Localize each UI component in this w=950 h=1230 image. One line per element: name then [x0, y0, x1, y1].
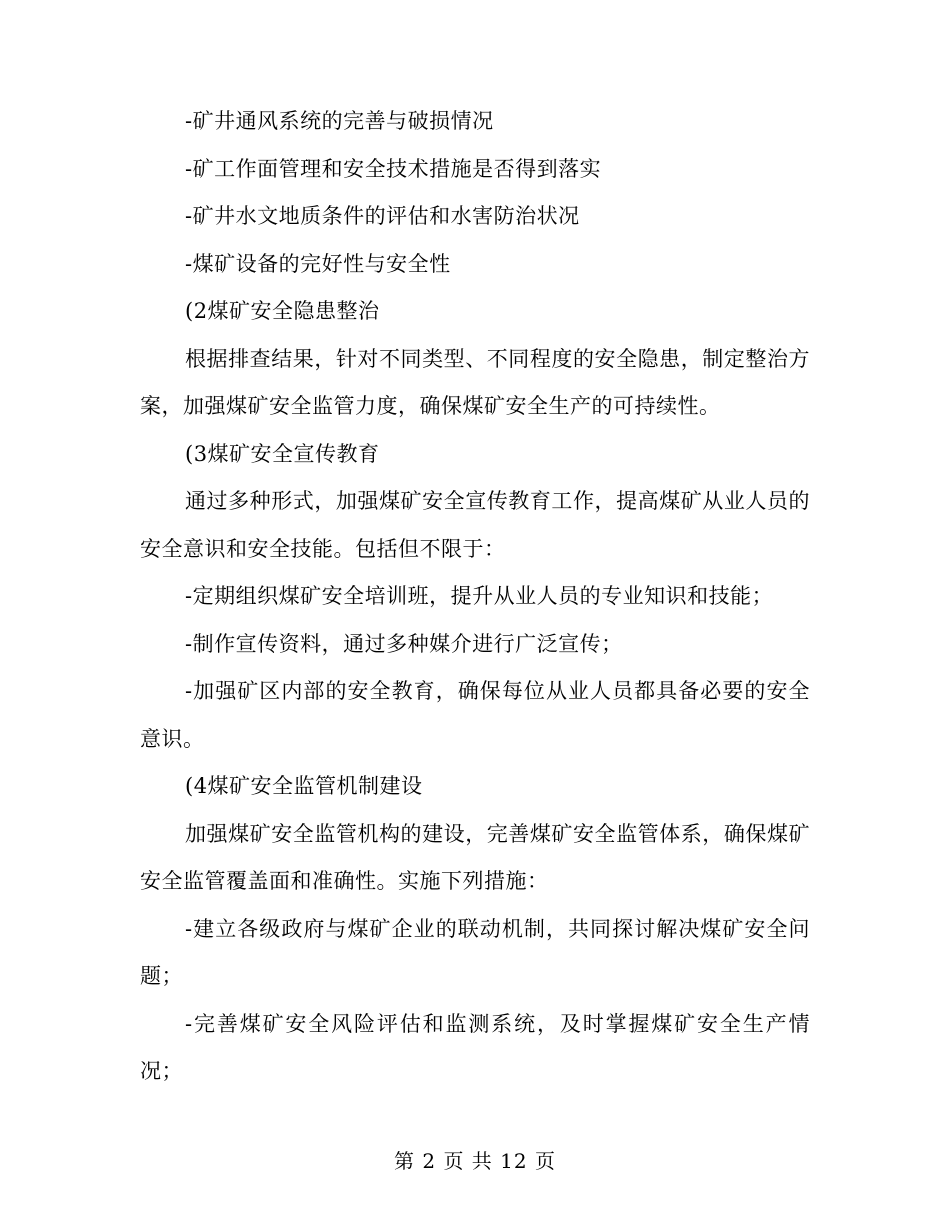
document-body	[140, 98, 810, 1096]
paragraph: -加强矿区内部的安全教育，确保每位从业人员都具备必要的安全意识。	[140, 679, 810, 751]
paragraph: -矿井通风系统的完善与破损情况	[185, 109, 494, 133]
paragraph: 根据排查结果，针对不同类型、不同程度的安全隐患，制定整治方案，加强煤矿安全监管力度，确保煤矿安全生产的可持续性。	[140, 346, 810, 418]
section-heading: (3煤矿安全宣传教育	[185, 441, 380, 466]
section-heading: (4煤矿安全监管机制建设	[185, 774, 423, 798]
section-heading: (2煤矿安全隐患整治	[185, 299, 380, 323]
paragraph: 加强煤矿安全监管机构的建设，完善煤矿安全监管体系，确保煤矿安全监管覆盖面和准确性。实施下列措施：	[140, 821, 810, 893]
page-number-footer: 第 2 页 共 12 页	[394, 1149, 556, 1173]
paragraph: -建立各级政府与煤矿企业的联动机制，共同探讨解决煤矿安全问题；	[140, 916, 810, 988]
paragraph: -煤矿设备的完好性与安全性	[185, 251, 451, 276]
paragraph: -矿井水文地质条件的评估和水害防治状况	[185, 204, 580, 228]
paragraph: 通过多种形式，加强煤矿安全宣传教育工作，提高煤矿从业人员的安全意识和安全技能。包括但不限于：	[140, 489, 810, 561]
paragraph: -完善煤矿安全风险评估和监测系统，及时掌握煤矿安全生产情况；	[140, 1011, 810, 1083]
paragraph: -制作宣传资料，通过多种媒介进行广泛宣传；	[185, 631, 623, 656]
paragraph: -定期组织煤矿安全培训班，提升从业人员的专业知识和技能；	[185, 584, 774, 608]
paragraph: -矿工作面管理和安全技术措施是否得到落实	[185, 156, 602, 181]
